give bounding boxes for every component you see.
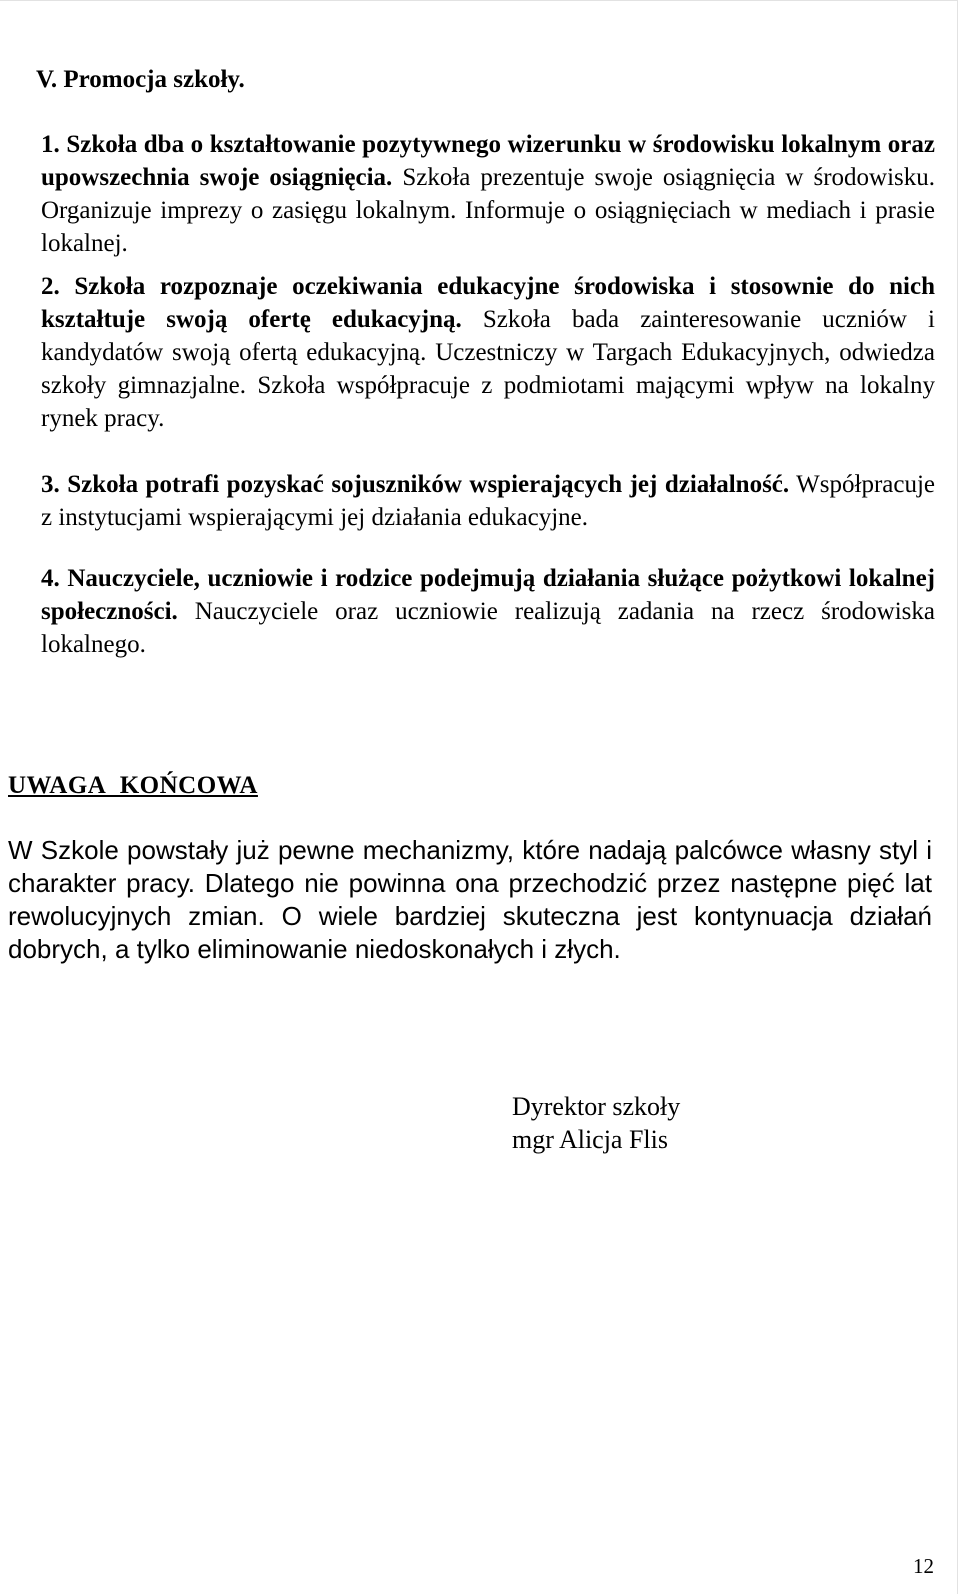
final-note-body: W Szkole powstały już pewne mechanizmy, które nadają palcówce własny styl i charakter pracy. Dlatego nie powinna ona przechodzić przez następne pięć lat rewolucyjnych zmian. O wiele bardziej skuteczna jest kontynuacja działań dobrych, a tylko eliminowanie niedoskonałych i złych. (8, 835, 932, 964)
point-4-bold: Nauczyciele, uczniowie i rodzice podejmują działania służące pożytkowi lokalnej społeczności. (41, 565, 936, 625)
point-4-text: Nauczyciele oraz uczniowie realizują zadania na rzecz środowiska lokalnego. (41, 598, 935, 658)
point-1-text: Szkoła prezentuje swoje osiągnięcia w środowisku. Organizuje imprezy o zasięgu lokalnym. Informuje o osiągnięciach w mediach i prasie lokalnej. (41, 164, 935, 257)
point-3-bold: Szkoła potrafi pozyskać sojuszników wspierających jej działalność. (67, 471, 790, 498)
point-2-number: 2. (41, 273, 60, 300)
point-1-number: 1. (41, 131, 60, 158)
section-heading: V. Promocja szkoły. (36, 66, 245, 93)
final-note-title: UWAGA KOŃCOWA (8, 772, 258, 799)
point-1 (41, 128, 935, 260)
point-2-text: Szkoła bada zainteresowanie uczniów i kandydatów swoją ofertą edukacyjną. Uczestniczy w Targach Edukacyjnych, odwiedza szkoły gimnazjalne. Szkoła współpracuje z podmiotami mającymi wpływ na lokalny rynek pracy. (41, 306, 935, 432)
signature-block (512, 1090, 680, 1156)
signature-role: Dyrektor szkoły (512, 1092, 681, 1121)
point-3-text: Współpracuje z instytucjami wspierającymi jej działania edukacyjne. (41, 471, 936, 531)
page-number: 12 (913, 1554, 934, 1578)
point-4 (41, 562, 935, 661)
point-3 (41, 468, 935, 534)
point-1-bold: Szkoła dba o kształtowanie pozytywnego wizerunku w środowisku lokalnym oraz upowszechnia swoje osiągnięcia. (41, 131, 935, 191)
point-2-bold: Szkoła rozpoznaje oczekiwania edukacyjne środowiska i stosownie do nich kształtuje swoją ofertę edukacyjną. (41, 273, 935, 333)
signature-name: mgr Alicja Flis (512, 1125, 668, 1154)
point-3-number: 3. (41, 471, 60, 498)
point-4-number: 4. (41, 565, 60, 592)
point-2 (41, 270, 935, 435)
